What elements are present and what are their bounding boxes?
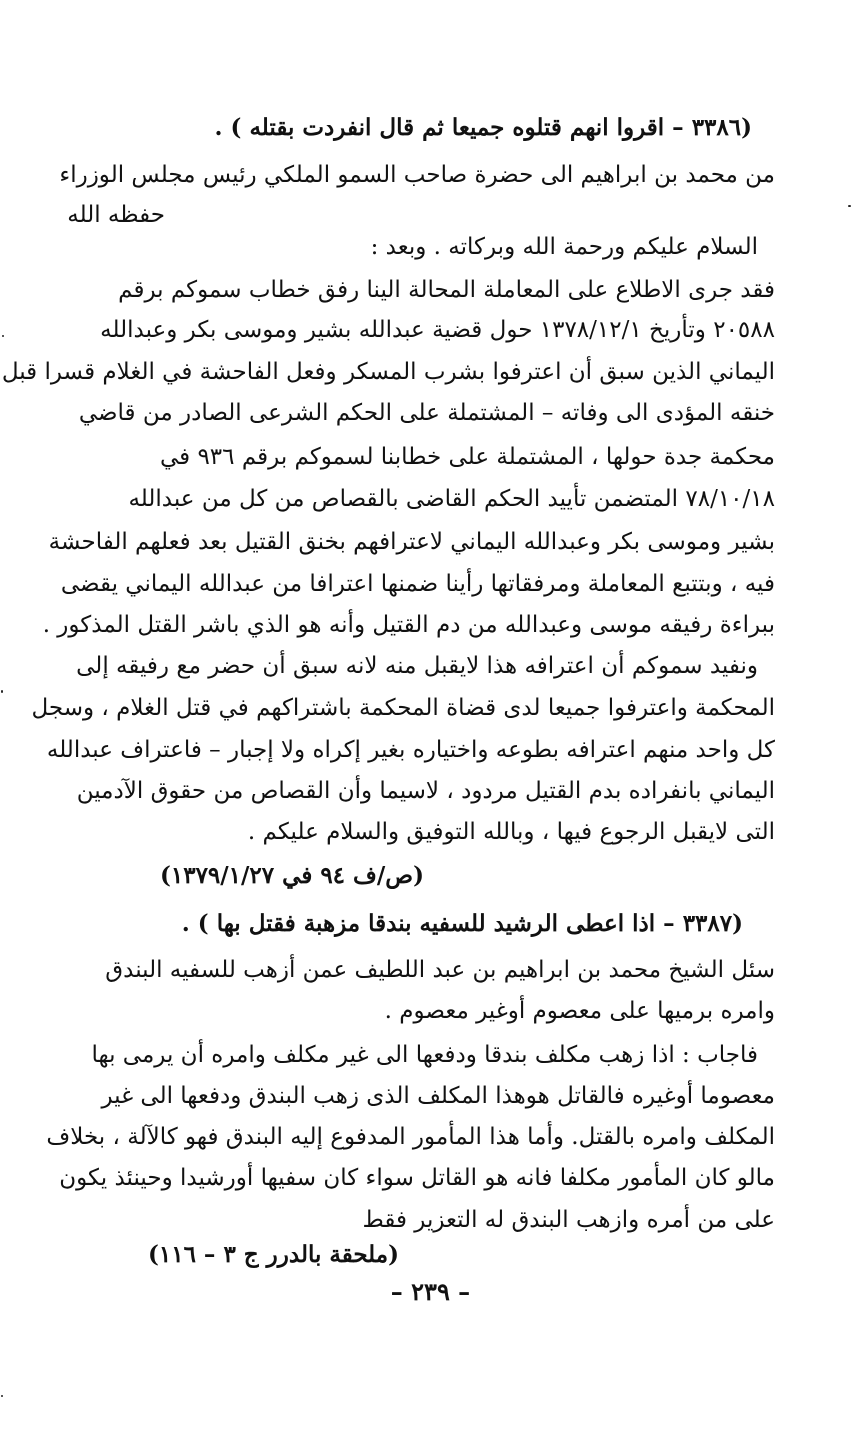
text-line: فقد جرى الاطلاع على المعاملة المحالة الينا رفق خطاب سموكم برقم: [118, 277, 775, 303]
scan-speck: [2, 335, 4, 337]
text-line: حفظه الله: [67, 202, 165, 228]
scan-speck: [848, 205, 851, 207]
text-line: على من أمره وازهب البندق له التعزير فقط: [362, 1207, 775, 1233]
text-line: معصوما أوغيره فالقاتل هوهذا المكلف الذى زهب البندق ودفعها الى غير: [101, 1083, 775, 1109]
heading-3386: (٣٣٨٦ – اقروا انهم قتلوه جميعا ثم قال انفردت بقتله ) .: [214, 114, 752, 141]
scan-speck: [1, 690, 3, 693]
text-line: مالو كان المأمور مكلفا فانه هو القاتل سواء كان سفيها أورشيدا وحينئذ يكون: [59, 1165, 775, 1191]
text-line: السلام عليكم ورحمة الله وبركاته . وبعد :: [370, 234, 758, 260]
heading-3387: (٣٣٨٧ – اذا اعطى الرشيد للسفيه بندقا مزهبة فقتل بها ) .: [181, 910, 743, 937]
scan-speck: [1, 1395, 3, 1397]
text-line: المحكمة واعترفوا جميعا لدى قضاة المحكمة باشتراكهم في قتل الغلام ، وسجل: [31, 695, 775, 721]
text-line: فيه ، وبتتبع المعاملة ومرفقاتها رأينا ضمنها اعترافا من عبدالله اليماني يقضى: [60, 571, 775, 597]
text-line: اليماني بانفراده بدم القتيل مردود ، لاسيما وأن القصاص من حقوق الآدمين: [76, 778, 775, 804]
text-line: ونفيد سموكم أن اعترافه هذا لايقبل منه لانه سبق أن حضر مع رفيقه إلى: [76, 653, 758, 679]
text-line: بشير وموسى بكر وعبدالله اليماني لاعترافهم بخنق القتيل بعد فعلهم الفاحشة: [48, 529, 775, 555]
text-line: ٢٠٥٨٨ وتأريخ ١٣٧٨/١٢/١ حول قضية عبدالله بشير وموسى بكر وعبدالله: [100, 317, 775, 343]
text-line: فاجاب : اذا زهب مكلف بندقا ودفعها الى غير مكلف وامره أن يرمى بها: [91, 1042, 758, 1068]
text-line: المكلف وامره بالقتل. وأما هذا المأمور المدفوع إليه البندق فهو كالآلة ، بخلاف: [46, 1124, 775, 1150]
text-line: خنقه المؤدى الى وفاته – المشتملة على الحكم الشرعى الصادر من قاضي: [78, 400, 775, 426]
text-line: من محمد بن ابراهيم الى حضرة صاحب السمو الملكي رئيس مجلس الوزراء: [59, 162, 775, 188]
text-line: سئل الشيخ محمد بن ابراهيم بن عبد اللطيف عمن أزهب للسفيه البندق: [105, 957, 775, 983]
citation: (ص/ف ٩٤ في ١٣٧٩/١/٢٧): [159, 862, 424, 889]
text-line: كل واحد منهم اعترافه بطوعه واختياره بغير إكراه ولا إجبار – فاعتراف عبدالله: [46, 737, 775, 763]
citation: (ملحقة بالدرر ج ٣ – ١١٦): [147, 1241, 399, 1268]
text-line: اليماني الذين سبق أن اعترفوا بشرب المسكر وفعل الفاحشة في الغلام قسرا قبل: [1, 359, 775, 385]
text-line: محكمة جدة حولها ، المشتملة على خطابنا لسموكم برقم ٩٣٦ في: [159, 444, 775, 470]
text-line: التى لايقبل الرجوع فيها ، وبالله التوفيق والسلام عليكم .: [247, 819, 775, 845]
page-number: – ٢٣٩ –: [390, 1277, 471, 1306]
text-line: ببراءة رفيقه موسى وعبدالله من دم القتيل وأنه هو الذي باشر القتل المذكور .: [42, 612, 775, 638]
text-line: ٧٨/١٠/١٨ المتضمن تأييد الحكم القاضى بالقصاص من كل من عبدالله: [128, 486, 775, 512]
text-line: وامره برميها على معصوم أوغير معصوم .: [384, 998, 775, 1024]
